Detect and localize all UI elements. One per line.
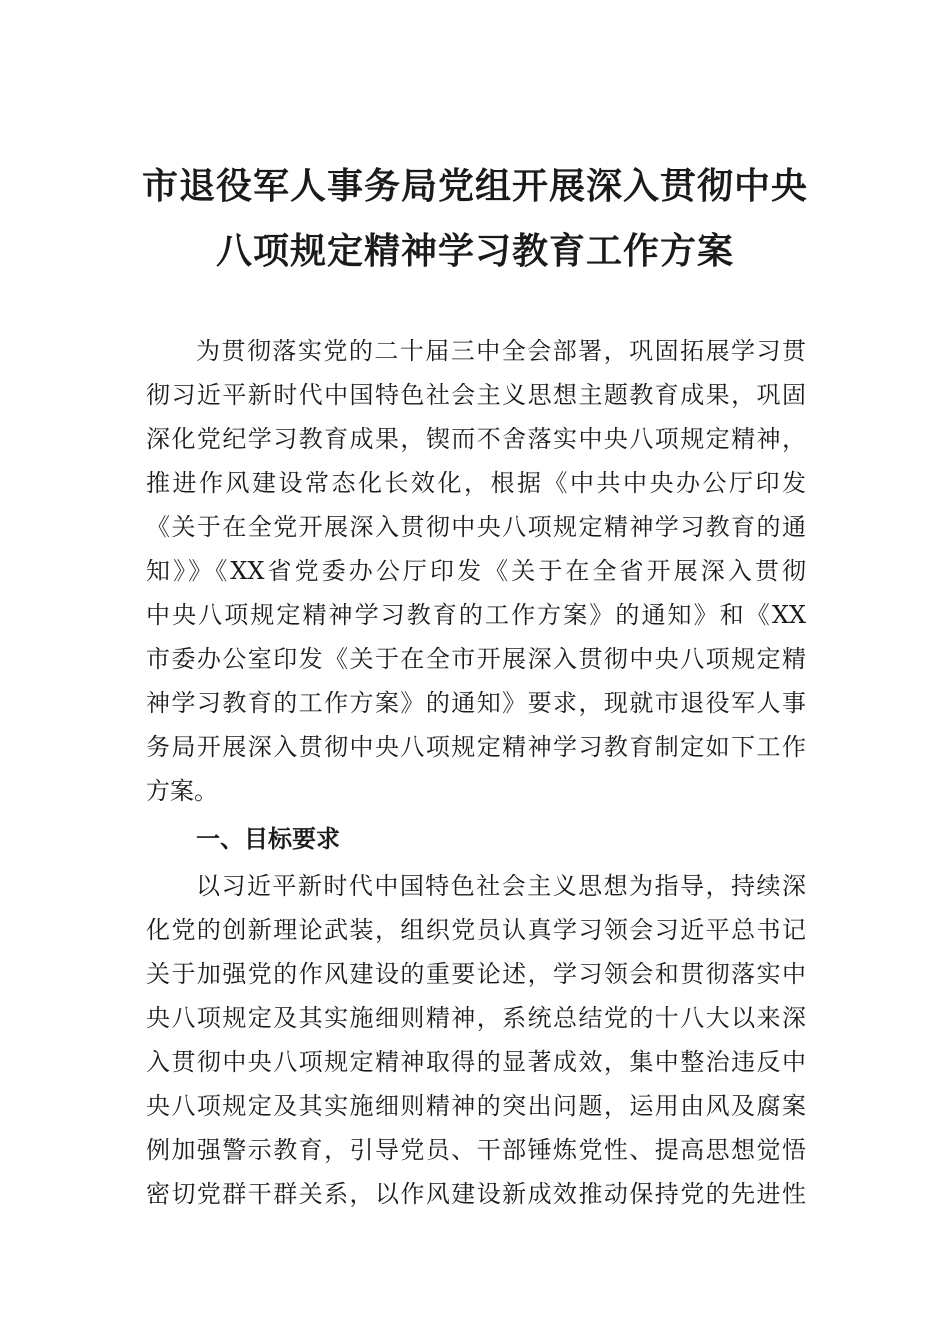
goals-paragraph-line: 以习近平新时代中国特色社会主义思想为指导，持续深 [196, 872, 806, 900]
goals-paragraph-line: 密切党群干群关系，以作风建设新成效推动保持党的先进性 [146, 1180, 806, 1208]
intro-paragraph-line: 深化党纪学习教育成果，锲而不舍落实中央八项规定精神， [146, 425, 806, 453]
intro-paragraph-line: 方案。 [146, 777, 218, 805]
goals-paragraph-line: 央八项规定及其实施细则精神的突出问题，运用由风及腐案 [146, 1092, 806, 1120]
intro-paragraph-line: 中央八项规定精神学习教育的工作方案》的通知》和《XX [146, 601, 806, 629]
goals-paragraph-line: 央八项规定及其实施细则精神，系统总结党的十八大以来深 [146, 1004, 806, 1032]
intro-paragraph-line: 务局开展深入贯彻中央八项规定精神学习教育制定如下工作 [146, 733, 806, 761]
goals-paragraph-line: 关于加强党的作风建设的重要论述，学习领会和贯彻落实中 [146, 960, 806, 988]
intro-paragraph-line: 市委办公室印发《关于在全市开展深入贯彻中央八项规定精 [146, 645, 806, 673]
intro-paragraph-line: 神学习教育的工作方案》的通知》要求，现就市退役军人事 [146, 689, 806, 717]
goals-paragraph-line: 化党的创新理论武装，组织党员认真学习领会习近平总书记 [146, 916, 806, 944]
intro-paragraph-line: 为贯彻落实党的二十届三中全会部署，巩固拓展学习贯 [196, 337, 806, 365]
intro-paragraph-line: 彻习近平新时代中国特色社会主义思想主题教育成果，巩固 [146, 381, 806, 409]
intro-paragraph-line: 推进作风建设常态化长效化，根据《中共中央办公厅印发 [146, 469, 806, 497]
section-heading-goals: 一、目标要求 [196, 825, 340, 853]
intro-paragraph-line: 《关于在全党开展深入贯彻中央八项规定精神学习教育的通 [146, 513, 806, 541]
intro-paragraph-line: 知》》《XX省党委办公厅印发《关于在全省开展深入贯彻 [146, 557, 806, 585]
goals-paragraph-line: 例加强警示教育，引导党员、干部锤炼党性、提高思想觉悟 [146, 1136, 806, 1164]
document-title-line-1: 市退役军人事务局党组开展深入贯彻中央 [141, 165, 808, 207]
document-title-line-2: 八项规定精神学习教育工作方案 [215, 230, 734, 272]
goals-paragraph-line: 入贯彻中央八项规定精神取得的显著成效，集中整治违反中 [146, 1048, 806, 1076]
